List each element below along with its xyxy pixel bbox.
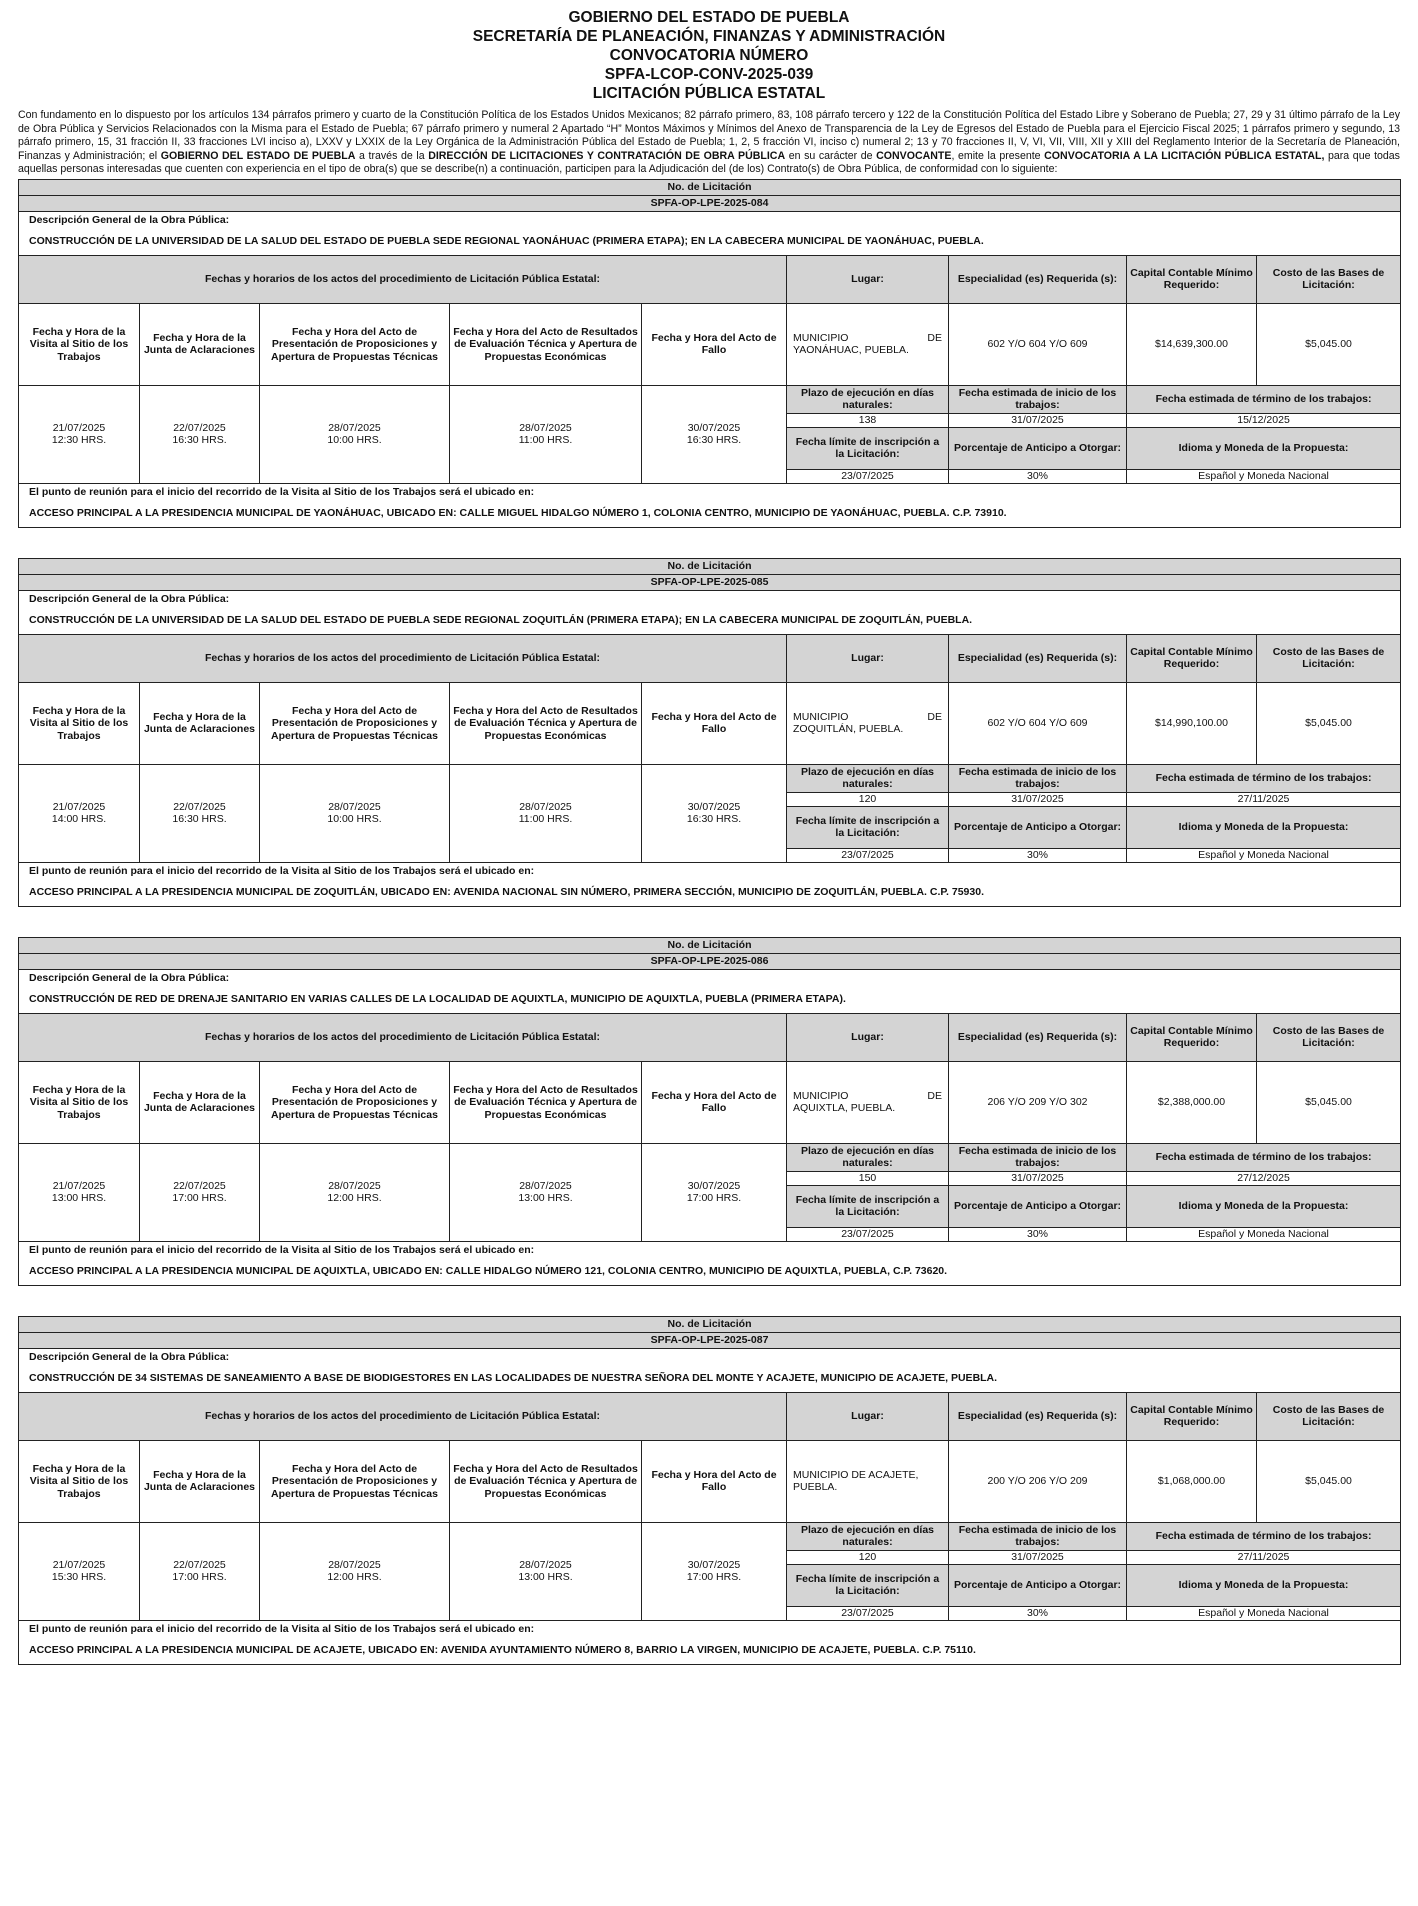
inicio-value: 31/07/2025: [949, 1171, 1127, 1185]
punto-reunion-label: El punto de reunión para el inicio del recorrido de la Visita al Sitio de los Trabajos será el ubicado en:: [19, 1620, 1401, 1636]
section-gap: [18, 1286, 1400, 1316]
capital-header: Capital Contable Mínimo Requerido:: [1127, 1392, 1257, 1440]
fallo-fecha: 30/07/2025: [687, 1180, 741, 1193]
licitacion-table: [18, 558, 1401, 907]
lugar-line-a: MUNICIPIO DE ACAJETE,: [793, 1469, 919, 1482]
lugar-header: Lugar:: [787, 634, 949, 682]
costo-value: $5,045.00: [1257, 682, 1401, 764]
limite-header: Fecha límite de inscripción a la Licitación:: [787, 806, 949, 848]
lugar-line-c: PUEBLA.: [793, 1481, 838, 1494]
capital-header: Capital Contable Mínimo Requerido:: [1127, 634, 1257, 682]
visita-hora: 15:30 HRS.: [51, 1571, 107, 1584]
intro-bold-1: GOBIERNO DEL ESTADO DE PUEBLA: [160, 149, 356, 162]
presentacion-fecha: 28/07/2025: [328, 1559, 381, 1572]
resultados-fecha: 28/07/2025: [519, 422, 572, 435]
plazo-header: Plazo de ejecución en días naturales:: [787, 764, 949, 792]
fallo-hora: 17:00 HRS.: [686, 1192, 742, 1205]
junta-fecha: 22/07/2025: [173, 801, 226, 814]
lugar-line-c: AQUIXTLA, PUEBLA.: [793, 1102, 896, 1115]
especialidad-value: 200 Y/O 206 Y/O 209: [949, 1440, 1127, 1522]
licitacion-table: [18, 1316, 1401, 1665]
presentacion-header: Fecha y Hora del Acto de Presentación de Proposiciones y Apertura de Propuestas Técnicas: [260, 1061, 450, 1143]
lugar-line-c: YAONÁHUAC, PUEBLA.: [793, 344, 909, 357]
licitacion-numero: SPFA-OP-LPE-2025-087: [19, 1332, 1401, 1348]
fallo-hora: 16:30 HRS.: [686, 813, 742, 826]
especialidad-value: 602 Y/O 604 Y/O 609: [949, 303, 1127, 385]
visita-value: [19, 1143, 140, 1241]
junta-fecha: 22/07/2025: [173, 422, 226, 435]
idioma-value: Español y Moneda Nacional: [1127, 1227, 1401, 1241]
anticipo-value: 30%: [949, 1227, 1127, 1241]
no-licitacion-label: No. de Licitación: [19, 1316, 1401, 1332]
fechas-header: Fechas y horarios de los actos del procedimiento de Licitación Pública Estatal:: [19, 1013, 787, 1061]
termino-header: Fecha estimada de término de los trabajos:: [1127, 385, 1401, 413]
presentacion-fecha: 28/07/2025: [328, 1180, 381, 1193]
visita-value: [19, 385, 140, 483]
resultados-value: [450, 764, 642, 862]
anticipo-value: 30%: [949, 848, 1127, 862]
descripcion-text: CONSTRUCCIÓN DE LA UNIVERSIDAD DE LA SALUD DEL ESTADO DE PUEBLA SEDE REGIONAL ZOQUITLÁN (PRIMERA ETAPA); EN LA CABECERA MUNICIPAL DE ZOQUITLÁN, PUEBLA.: [19, 606, 1401, 634]
limite-header: Fecha límite de inscripción a la Licitación:: [787, 427, 949, 469]
visita-fecha: 21/07/2025: [52, 1559, 106, 1572]
licitacion-numero: SPFA-OP-LPE-2025-086: [19, 953, 1401, 969]
descripcion-label: Descripción General de la Obra Pública:: [19, 590, 1401, 606]
intro-text-2: a través de la: [355, 149, 429, 162]
lugar-header: Lugar:: [787, 1013, 949, 1061]
anticipo-header: Porcentaje de Anticipo a Otorgar:: [949, 427, 1127, 469]
anticipo-header: Porcentaje de Anticipo a Otorgar:: [949, 806, 1127, 848]
plazo-header: Plazo de ejecución en días naturales:: [787, 1143, 949, 1171]
descripcion-text: CONSTRUCCIÓN DE 34 SISTEMAS DE SANEAMIENTO A BASE DE BIODIGESTORES EN LAS LOCALIDADES DE NUESTRA SEÑORA DEL MONTE Y ACAJETE, MUNICIPIO DE ACAJETE, PUEBLA.: [19, 1364, 1401, 1392]
no-licitacion-label: No. de Licitación: [19, 558, 1401, 574]
lugar-value: [787, 1061, 949, 1143]
plazo-value: 138: [787, 413, 949, 427]
inicio-header: Fecha estimada de inicio de los trabajos:: [949, 385, 1127, 413]
presentacion-value: [260, 1143, 450, 1241]
fallo-header: Fecha y Hora del Acto de Fallo: [642, 1440, 787, 1522]
fechas-header: Fechas y horarios de los actos del procedimiento de Licitación Pública Estatal:: [19, 255, 787, 303]
fallo-value: [642, 1522, 787, 1620]
capital-value: $14,990,100.00: [1127, 682, 1257, 764]
costo-header: Costo de las Bases de Licitación:: [1257, 1013, 1401, 1061]
plazo-value: 120: [787, 792, 949, 806]
descripcion-label: Descripción General de la Obra Pública:: [19, 969, 1401, 985]
inicio-value: 31/07/2025: [949, 792, 1127, 806]
lugar-header: Lugar:: [787, 255, 949, 303]
no-licitacion-label: No. de Licitación: [19, 937, 1401, 953]
idioma-value: Español y Moneda Nacional: [1127, 1606, 1401, 1620]
visita-header: Fecha y Hora de la Visita al Sitio de los Trabajos: [19, 303, 140, 385]
junta-header: Fecha y Hora de la Junta de Aclaraciones: [140, 303, 260, 385]
junta-header: Fecha y Hora de la Junta de Aclaraciones: [140, 1440, 260, 1522]
fechas-header: Fechas y horarios de los actos del procedimiento de Licitación Pública Estatal:: [19, 634, 787, 682]
punto-reunion-text: ACCESO PRINCIPAL A LA PRESIDENCIA MUNICIPAL DE YAONÁHUAC, UBICADO EN: CALLE MIGUEL HIDALGO NÚMERO 1, COLONIA CENTRO, MUNICIPIO DE YAONÁHUAC, PUEBLA. C.P. 73910.: [19, 499, 1401, 527]
lugar-line-a: MUNICIPIO: [793, 1090, 849, 1103]
capital-value: $1,068,000.00: [1127, 1440, 1257, 1522]
lugar-header: Lugar:: [787, 1392, 949, 1440]
visita-value: [19, 764, 140, 862]
intro-bold-3: CONVOCANTE: [876, 149, 952, 162]
especialidad-header: Especialidad (es) Requerida (s):: [949, 1013, 1127, 1061]
junta-fecha: 22/07/2025: [173, 1180, 226, 1193]
punto-reunion-text: ACCESO PRINCIPAL A LA PRESIDENCIA MUNICIPAL DE AQUIXTLA, UBICADO EN: CALLE HIDALGO NÚMERO 121, COLONIA CENTRO, MUNICIPIO DE AQUIXTLA, PUEBLA, C.P. 73620.: [19, 1257, 1401, 1285]
intro-text-1: Con fundamento en lo dispuesto por los artículos 134 párrafos primero y cuarto de la Constitución Política de los Estados Unidos Mexicanos; 82 párrafo primero, 83, 108 párrafo tercero y 122 de la Constitución Política del Estado Libre y Soberano de Puebla; 27, 29 y 31 último párrafo de la Ley de Obra Pública y Servicios Relacionados con la Misma para el Estado de Puebla; 67 párrafo primero y numeral 2 Apartado “H” Montos Máximos y Mínimos del Anexo de Transparencia de la Ley de Egresos del Estado de Puebla para el Ejercicio Fiscal 2025; 1 párrafos primero y segundo, 13 párrafo primero, 15, 31 fracción II, 33 fracciones LVI inciso a), LXXV y LXXIX de la Ley Orgánica de la Administración Pública del Estado de Puebla; 1, 2, 5 fracción VI, inciso c) numeral 2; 13 y 70 fracciones II, V, VI, VII, VIII, XII y XIII del Reglamento Interior de la Secretaría de Planeación, Finanzas y Administración; el: [18, 109, 1400, 162]
descripcion-text: CONSTRUCCIÓN DE LA UNIVERSIDAD DE LA SALUD DEL ESTADO DE PUEBLA SEDE REGIONAL YAONÁHUAC (PRIMERA ETAPA); EN LA CABECERA MUNICIPAL DE YAONÁHUAC, PUEBLA.: [19, 227, 1401, 255]
idioma-header: Idioma y Moneda de la Propuesta:: [1127, 806, 1401, 848]
visita-value: [19, 1522, 140, 1620]
limite-value: 23/07/2025: [787, 1227, 949, 1241]
termino-value: 15/12/2025: [1127, 413, 1401, 427]
capital-header: Capital Contable Mínimo Requerido:: [1127, 255, 1257, 303]
licitaciones-list: [18, 179, 1400, 1665]
junta-header: Fecha y Hora de la Junta de Aclaraciones: [140, 1061, 260, 1143]
lugar-line-b: DE: [927, 332, 942, 345]
plazo-header: Plazo de ejecución en días naturales:: [787, 385, 949, 413]
plazo-header: Plazo de ejecución en días naturales:: [787, 1522, 949, 1550]
intro-bold-2: DIRECCIÓN DE LICITACIONES Y CONTRATACIÓN DE OBRA PÚBLICA: [428, 149, 786, 162]
especialidad-header: Especialidad (es) Requerida (s):: [949, 255, 1127, 303]
plazo-value: 120: [787, 1550, 949, 1564]
header-convocatoria: CONVOCATORIA NÚMERO: [609, 47, 809, 64]
lugar-line-a: MUNICIPIO: [793, 711, 849, 724]
costo-header: Costo de las Bases de Licitación:: [1257, 255, 1401, 303]
especialidad-header: Especialidad (es) Requerida (s):: [949, 634, 1127, 682]
presentacion-value: [260, 764, 450, 862]
punto-reunion-text: ACCESO PRINCIPAL A LA PRESIDENCIA MUNICIPAL DE ACAJETE, UBICADO EN: AVENIDA AYUNTAMIENTO NÚMERO 8, BARRIO LA VIRGEN, MUNICIPIO DE ACAJETE, PUEBLA. C.P. 75110.: [19, 1636, 1401, 1664]
junta-value: [140, 1143, 260, 1241]
fallo-hora: 16:30 HRS.: [686, 434, 742, 447]
junta-value: [140, 1522, 260, 1620]
anticipo-header: Porcentaje de Anticipo a Otorgar:: [949, 1185, 1127, 1227]
especialidad-value: 602 Y/O 604 Y/O 609: [949, 682, 1127, 764]
lugar-value: [787, 303, 949, 385]
descripcion-text: CONSTRUCCIÓN DE RED DE DRENAJE SANITARIO EN VARIAS CALLES DE LA LOCALIDAD DE AQUIXTLA, MUNICIPIO DE AQUIXTLA, PUEBLA (PRIMERA ETAPA).: [19, 985, 1401, 1013]
junta-fecha: 22/07/2025: [173, 1559, 226, 1572]
presentacion-header: Fecha y Hora del Acto de Presentación de Proposiciones y Apertura de Propuestas Técnicas: [260, 1440, 450, 1522]
resultados-hora: 13:00 HRS.: [518, 1571, 573, 1584]
section-gap: [18, 528, 1400, 558]
resultados-hora: 13:00 HRS.: [518, 1192, 573, 1205]
fallo-header: Fecha y Hora del Acto de Fallo: [642, 682, 787, 764]
document-header: [18, 8, 1400, 103]
fallo-fecha: 30/07/2025: [687, 801, 741, 814]
resultados-value: [450, 385, 642, 483]
header-government: GOBIERNO DEL ESTADO DE PUEBLA: [568, 9, 850, 26]
presentacion-fecha: 28/07/2025: [328, 801, 381, 814]
especialidad-header: Especialidad (es) Requerida (s):: [949, 1392, 1127, 1440]
lugar-line-b: DE: [927, 1090, 942, 1103]
termino-header: Fecha estimada de término de los trabajos:: [1127, 764, 1401, 792]
resultados-header: Fecha y Hora del Acto de Resultados de Evaluación Técnica y Apertura de Propuestas Económicas: [450, 303, 642, 385]
inicio-header: Fecha estimada de inicio de los trabajos:: [949, 764, 1127, 792]
resultados-header: Fecha y Hora del Acto de Resultados de Evaluación Técnica y Apertura de Propuestas Económicas: [450, 682, 642, 764]
limite-value: 23/07/2025: [787, 848, 949, 862]
resultados-fecha: 28/07/2025: [519, 801, 572, 814]
visita-fecha: 21/07/2025: [52, 801, 106, 814]
costo-header: Costo de las Bases de Licitación:: [1257, 634, 1401, 682]
licitacion-numero: SPFA-OP-LPE-2025-084: [19, 195, 1401, 211]
visita-header: Fecha y Hora de la Visita al Sitio de los Trabajos: [19, 682, 140, 764]
idioma-header: Idioma y Moneda de la Propuesta:: [1127, 1564, 1401, 1606]
limite-value: 23/07/2025: [787, 1606, 949, 1620]
visita-hora: 14:00 HRS.: [51, 813, 107, 826]
header-licitacion-tipo: LICITACIÓN PÚBLICA ESTATAL: [592, 85, 826, 102]
header-secretaria: SECRETARÍA DE PLANEACIÓN, FINANZAS Y ADMINISTRACIÓN: [472, 28, 946, 45]
intro-text-4: , emite la presente: [951, 149, 1045, 162]
lugar-line-c: ZOQUITLÁN, PUEBLA.: [793, 723, 904, 736]
plazo-value: 150: [787, 1171, 949, 1185]
intro-bold-4: CONVOCATORIA A LA LICITACIÓN PÚBLICA ESTATAL,: [1044, 149, 1325, 162]
visita-hora: 12:30 HRS.: [51, 434, 107, 447]
capital-header: Capital Contable Mínimo Requerido:: [1127, 1013, 1257, 1061]
no-licitacion-label: No. de Licitación: [19, 179, 1401, 195]
inicio-header: Fecha estimada de inicio de los trabajos:: [949, 1143, 1127, 1171]
section-gap: [18, 907, 1400, 937]
licitacion-table: [18, 937, 1401, 1286]
capital-value: $2,388,000.00: [1127, 1061, 1257, 1143]
termino-header: Fecha estimada de término de los trabajos:: [1127, 1143, 1401, 1171]
termino-value: 27/12/2025: [1127, 1171, 1401, 1185]
especialidad-value: 206 Y/O 209 Y/O 302: [949, 1061, 1127, 1143]
presentacion-header: Fecha y Hora del Acto de Presentación de Proposiciones y Apertura de Propuestas Técnicas: [260, 682, 450, 764]
presentacion-hora: 12:00 HRS.: [327, 1571, 382, 1584]
punto-reunion-text: ACCESO PRINCIPAL A LA PRESIDENCIA MUNICIPAL DE ZOQUITLÁN, UBICADO EN: AVENIDA NACIONAL SIN NÚMERO, PRIMERA SECCIÓN, MUNICIPIO DE ZOQUITLÁN, PUEBLA. C.P. 75930.: [19, 878, 1401, 906]
visita-fecha: 21/07/2025: [52, 422, 106, 435]
presentacion-hora: 12:00 HRS.: [327, 1192, 382, 1205]
resultados-fecha: 28/07/2025: [519, 1180, 572, 1193]
junta-hora: 17:00 HRS.: [172, 1571, 227, 1584]
presentacion-value: [260, 1522, 450, 1620]
fallo-header: Fecha y Hora del Acto de Fallo: [642, 303, 787, 385]
termino-value: 27/11/2025: [1127, 792, 1401, 806]
punto-reunion-label: El punto de reunión para el inicio del recorrido de la Visita al Sitio de los Trabajos será el ubicado en:: [19, 483, 1401, 499]
costo-header: Costo de las Bases de Licitación:: [1257, 1392, 1401, 1440]
fallo-value: [642, 1143, 787, 1241]
lugar-value: [787, 682, 949, 764]
descripcion-label: Descripción General de la Obra Pública:: [19, 1348, 1401, 1364]
resultados-hora: 11:00 HRS.: [518, 813, 573, 826]
visita-header: Fecha y Hora de la Visita al Sitio de los Trabajos: [19, 1440, 140, 1522]
inicio-value: 31/07/2025: [949, 413, 1127, 427]
fallo-fecha: 30/07/2025: [687, 422, 741, 435]
resultados-header: Fecha y Hora del Acto de Resultados de Evaluación Técnica y Apertura de Propuestas Económicas: [450, 1440, 642, 1522]
lugar-line-b: DE: [927, 711, 942, 724]
intro-text-5: para que todas aquellas personas interesadas que cuenten con experiencia en el tipo de obra(s) que se describe(n) a continuación, participen para la Adjudicación del (de los) Contrato(s) de Obra Pública, de conformidad con lo siguiente:: [18, 149, 1400, 176]
idioma-header: Idioma y Moneda de la Propuesta:: [1127, 427, 1401, 469]
idioma-header: Idioma y Moneda de la Propuesta:: [1127, 1185, 1401, 1227]
licitacion-table: [18, 179, 1401, 528]
resultados-fecha: 28/07/2025: [519, 1559, 572, 1572]
inicio-value: 31/07/2025: [949, 1550, 1127, 1564]
anticipo-header: Porcentaje de Anticipo a Otorgar:: [949, 1564, 1127, 1606]
inicio-header: Fecha estimada de inicio de los trabajos:: [949, 1522, 1127, 1550]
punto-reunion-label: El punto de reunión para el inicio del recorrido de la Visita al Sitio de los Trabajos será el ubicado en:: [19, 1241, 1401, 1257]
capital-value: $14,639,300.00: [1127, 303, 1257, 385]
intro-paragraph: [18, 109, 1400, 177]
fallo-value: [642, 385, 787, 483]
anticipo-value: 30%: [949, 469, 1127, 483]
punto-reunion-label: El punto de reunión para el inicio del recorrido de la Visita al Sitio de los Trabajos será el ubicado en:: [19, 862, 1401, 878]
header-convocatoria-numero: SPFA-LCOP-CONV-2025-039: [604, 66, 814, 83]
junta-header: Fecha y Hora de la Junta de Aclaraciones: [140, 682, 260, 764]
fallo-value: [642, 764, 787, 862]
fechas-header: Fechas y horarios de los actos del procedimiento de Licitación Pública Estatal:: [19, 1392, 787, 1440]
resultados-value: [450, 1522, 642, 1620]
costo-value: $5,045.00: [1257, 1061, 1401, 1143]
resultados-hora: 11:00 HRS.: [518, 434, 573, 447]
resultados-value: [450, 1143, 642, 1241]
presentacion-header: Fecha y Hora del Acto de Presentación de Proposiciones y Apertura de Propuestas Técnicas: [260, 303, 450, 385]
termino-value: 27/11/2025: [1127, 1550, 1401, 1564]
costo-value: $5,045.00: [1257, 1440, 1401, 1522]
anticipo-value: 30%: [949, 1606, 1127, 1620]
idioma-value: Español y Moneda Nacional: [1127, 848, 1401, 862]
presentacion-hora: 10:00 HRS.: [327, 434, 382, 447]
presentacion-value: [260, 385, 450, 483]
presentacion-fecha: 28/07/2025: [328, 422, 381, 435]
limite-header: Fecha límite de inscripción a la Licitación:: [787, 1185, 949, 1227]
junta-hora: 17:00 HRS.: [172, 1192, 227, 1205]
visita-fecha: 21/07/2025: [52, 1180, 106, 1193]
presentacion-hora: 10:00 HRS.: [327, 813, 382, 826]
fallo-hora: 17:00 HRS.: [686, 1571, 742, 1584]
junta-value: [140, 385, 260, 483]
visita-hora: 13:00 HRS.: [51, 1192, 107, 1205]
fallo-header: Fecha y Hora del Acto de Fallo: [642, 1061, 787, 1143]
descripcion-label: Descripción General de la Obra Pública:: [19, 211, 1401, 227]
termino-header: Fecha estimada de término de los trabajos:: [1127, 1522, 1401, 1550]
junta-value: [140, 764, 260, 862]
visita-header: Fecha y Hora de la Visita al Sitio de los Trabajos: [19, 1061, 140, 1143]
limite-value: 23/07/2025: [787, 469, 949, 483]
intro-text-3: en su carácter de: [785, 149, 877, 162]
limite-header: Fecha límite de inscripción a la Licitación:: [787, 1564, 949, 1606]
costo-value: $5,045.00: [1257, 303, 1401, 385]
lugar-value: [787, 1440, 949, 1522]
resultados-header: Fecha y Hora del Acto de Resultados de Evaluación Técnica y Apertura de Propuestas Económicas: [450, 1061, 642, 1143]
lugar-line-a: MUNICIPIO: [793, 332, 849, 345]
junta-hora: 16:30 HRS.: [172, 434, 227, 447]
idioma-value: Español y Moneda Nacional: [1127, 469, 1401, 483]
junta-hora: 16:30 HRS.: [172, 813, 227, 826]
fallo-fecha: 30/07/2025: [687, 1559, 741, 1572]
licitacion-numero: SPFA-OP-LPE-2025-085: [19, 574, 1401, 590]
